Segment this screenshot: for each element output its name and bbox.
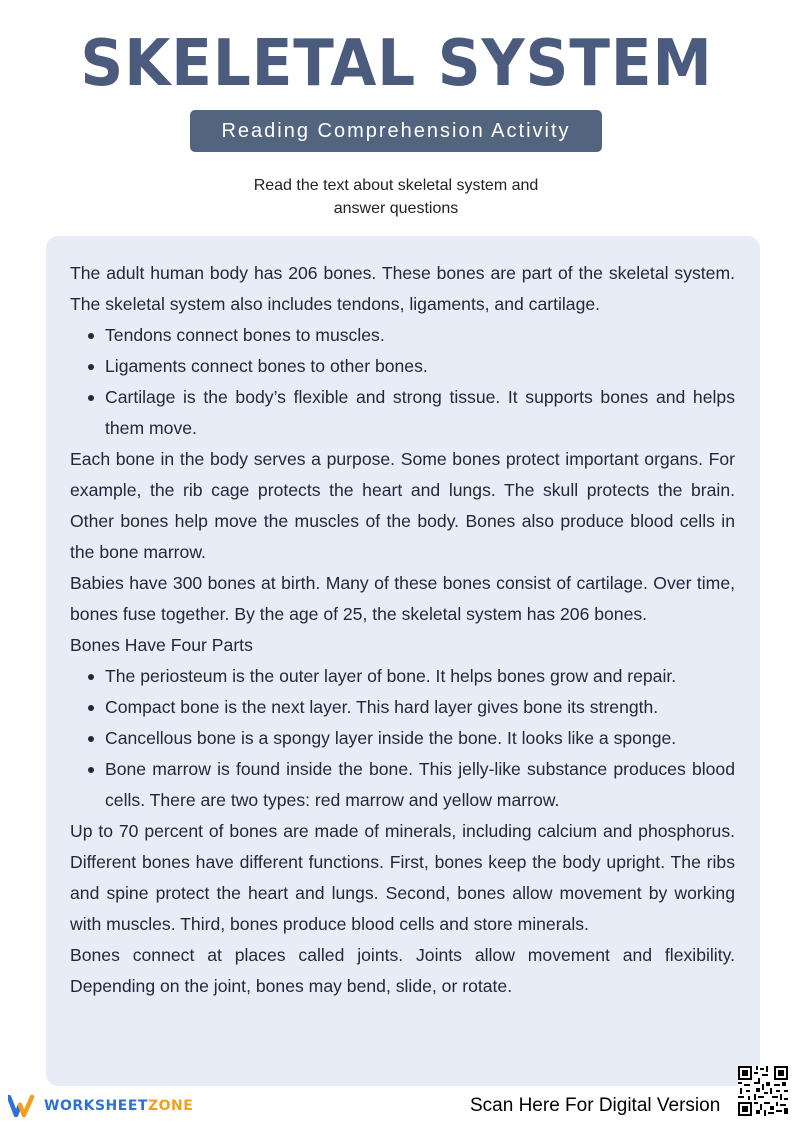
section-heading: Bones Have Four Parts: [70, 635, 253, 655]
list-item: Bone marrow is found inside the bone. This jelly-like substance produces blood cells. There are two types: red marrow and yellow marrow.: [105, 754, 735, 816]
instructions-line-1: Read the text about skeletal system and: [253, 177, 539, 194]
logo-word-1: WORKSHEET: [44, 1098, 148, 1114]
list-item: The periosteum is the outer layer of bone. It helps bones grow and repair.: [105, 661, 735, 692]
logo-text: [44, 1098, 193, 1114]
paragraph-3: Babies have 300 bones at birth. Many of these bones consist of cartilage. Over time, bones fuse together. By the age of 25, the skeletal system has 206 bones.: [70, 573, 735, 624]
paragraph-5: Up to 70 percent of bones are made of minerals, including calcium and phosphorus. Different bones have different functions. First, bones keep the body upright. The ribs and spine protect the heart and lungs. Second, bones allow movement by working with muscles. Third, bones produce blood cells and store minerals.: [70, 821, 735, 934]
passage-text: [70, 258, 735, 1002]
tissue-list: [70, 320, 735, 444]
instructions-line-2: answer questions: [333, 200, 459, 217]
scan-label: Scan Here For Digital Version: [470, 1095, 721, 1116]
list-item: Ligaments connect bones to other bones.: [105, 351, 735, 382]
subtitle-text: Reading Comprehension Activity: [221, 119, 571, 142]
logo-word-2: ZONE: [147, 1098, 194, 1114]
paragraph-6: Bones connect at places called joints. Joints allow movement and flexibility. Depending on the joint, bones may bend, slide, or rotate.: [70, 945, 735, 996]
list-item: Cartilage is the body’s flexible and strong tissue. It supports bones and helps them move.: [105, 382, 735, 444]
qr-code-icon[interactable]: [738, 1066, 788, 1116]
list-item: Cancellous bone is a spongy layer inside the bone. It looks like a sponge.: [105, 723, 735, 754]
instructions: [196, 174, 596, 220]
list-item: Compact bone is the next layer. This hard layer gives bone its strength.: [105, 692, 735, 723]
worksheetzone-logo[interactable]: [8, 1092, 193, 1120]
paragraph-2: Each bone in the body serves a purpose. Some bones protect important organs. For example, the rib cage protects the heart and lungs. The skull protects the brain. Other bones help move the muscles of the body. Bones also produce blood cells in the bone marrow.: [70, 449, 735, 562]
paragraph-1: The adult human body has 206 bones. These bones are part of the skeletal system. The skeletal system also includes tendons, ligaments, and cartilage.: [70, 263, 735, 314]
list-item: Tendons connect bones to muscles.: [105, 320, 735, 351]
bone-parts-list: [70, 661, 735, 816]
subtitle-badge: [190, 110, 602, 152]
page-title: SKELETAL SYSTEM: [80, 27, 713, 101]
logo-w-icon: [8, 1093, 40, 1119]
